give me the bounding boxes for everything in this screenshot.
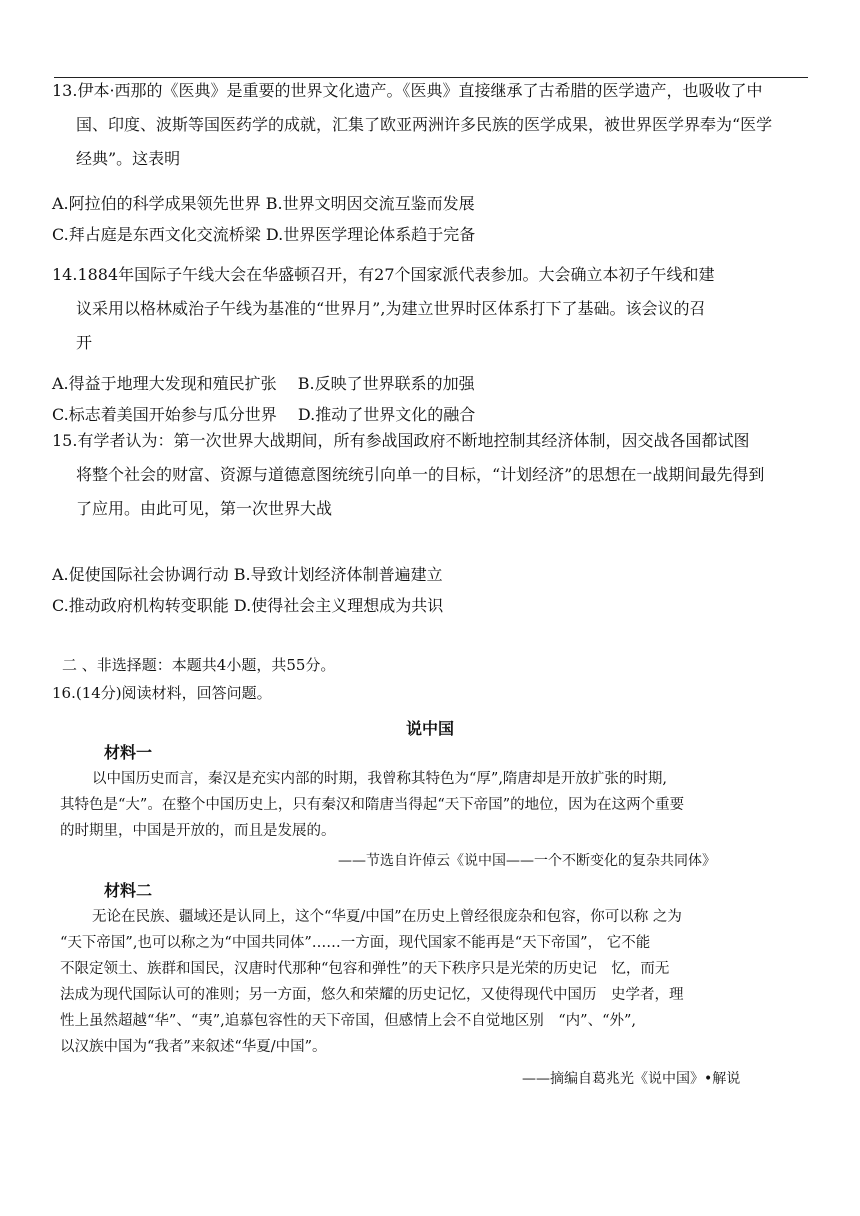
material-2-source: ——摘编自葛兆光《说中国》•解说	[522, 1071, 741, 1087]
material-1-line-2: 其特色是“大”。在整个中国历史上，只有秦汉和隋唐当得起“天下帝国”的地位，因为在这两个重要	[60, 797, 685, 813]
question-13-line-3: 经典”。这表明	[76, 149, 181, 168]
question-13-options-cd: C.拜占庭是东西文化交流桥梁 D.世界医学理论体系趋于完备	[52, 225, 476, 244]
material-2-line-5: 性上虽然超越“华”、“夷”,追慕包容性的天下帝国，但感情上会不自觉地区别 “内”、“外”,	[60, 1013, 637, 1029]
question-16-prompt: 16.(14分)阅读材料，回答问题。	[52, 684, 272, 702]
question-13-line-2: 国、印度、波斯等国医药学的成就，汇集了欧亚两洲许多民族的医学成果，被世界医学界奉为“医学	[76, 115, 773, 134]
question-14-options-ab: A.得益于地理大发现和殖民扩张 B.反映了世界联系的加强	[52, 374, 475, 393]
question-14-line-3: 开	[76, 333, 93, 352]
question-15-line-3: 了应用。由此可见，第一次世界大战	[76, 499, 333, 518]
question-14-line-1: 14.1884年国际子午线大会在华盛顿召开，有27个国家派代表参加。大会确立本初子午线和建	[52, 265, 715, 284]
question-15-options-ab: A.促使国际社会协调行动 B.导致计划经济体制普遍建立	[52, 565, 443, 584]
question-13-options-ab: A.阿拉伯的科学成果领先世界 B.世界文明因交流互鉴而发展	[52, 194, 475, 213]
question-15-options-cd: C.推动政府机构转变职能 D.使得社会主义理想成为共识	[52, 596, 444, 615]
question-15-line-2: 将整个社会的财富、资源与道德意图统统引向单一的目标，“计划经济”的思想在一战期间最先得到	[76, 465, 765, 484]
question-14-stem	[52, 258, 812, 360]
material-2-text	[60, 904, 810, 1060]
material-1-heading: 材料一	[104, 743, 153, 762]
material-2-heading: 材料二	[104, 881, 153, 900]
material-1-line-1: 以中国历史而言，秦汉是充实内部的时期，我曾称其特色为“厚”,隋唐却是开放扩张的时期,	[92, 771, 668, 787]
question-14-line-2: 议采用以格林威治子午线为基准的“世界月”,为建立世界时区体系打下了基础。该会议的召	[76, 299, 706, 318]
material-1-text	[60, 766, 810, 844]
material-2-line-1: 无论在民族、疆域还是认同上，这个“华夏/中国”在历史上曾经很庞杂和包容，你可以称 之为	[92, 909, 682, 925]
material-1-line-3: 的时期里，中国是开放的，而且是发展的。	[60, 823, 336, 839]
section-heading: 二 、非选择题：本题共4小题，共55分。	[62, 656, 336, 674]
material-2-line-6: 以汉族中国为“我者”来叙述“华夏/中国”。	[60, 1039, 327, 1055]
question-14-options-cd: C.标志着美国开始参与瓜分世界 D.推动了世界文化的融合	[52, 405, 476, 424]
material-title: 说中国	[405, 719, 454, 738]
question-13-stem	[52, 74, 812, 176]
material-2-line-4: 法成为现代国际认可的准则；另一方面，悠久和荣耀的历史记忆，又使得现代中国历 史学者，理	[60, 987, 684, 1003]
material-1-source: ——节选自许倬云《说中国——一个不断变化的复杂共同体》	[338, 853, 716, 869]
question-13-line-1: 13.伊本·西那的《医典》是重要的世界文化遗产。《医典》直接继承了古希腊的医学遗产，也吸收了中	[52, 81, 763, 100]
question-15-stem	[52, 424, 812, 526]
material-2-line-3: 不限定领土、族群和国民，汉唐时代那种“包容和弹性”的天下秩序只是光荣的历史记 忆，而无	[60, 961, 670, 977]
question-15-line-1: 15.有学者认为：第一次世界大战期间，所有参战国政府不断地控制其经济体制，因交战各国都试图	[52, 431, 750, 450]
material-2-line-2: “天下帝国”,也可以称之为“中国共同体”……一方面，现代国家不能再是“天下帝国”， 它不能	[60, 935, 651, 951]
